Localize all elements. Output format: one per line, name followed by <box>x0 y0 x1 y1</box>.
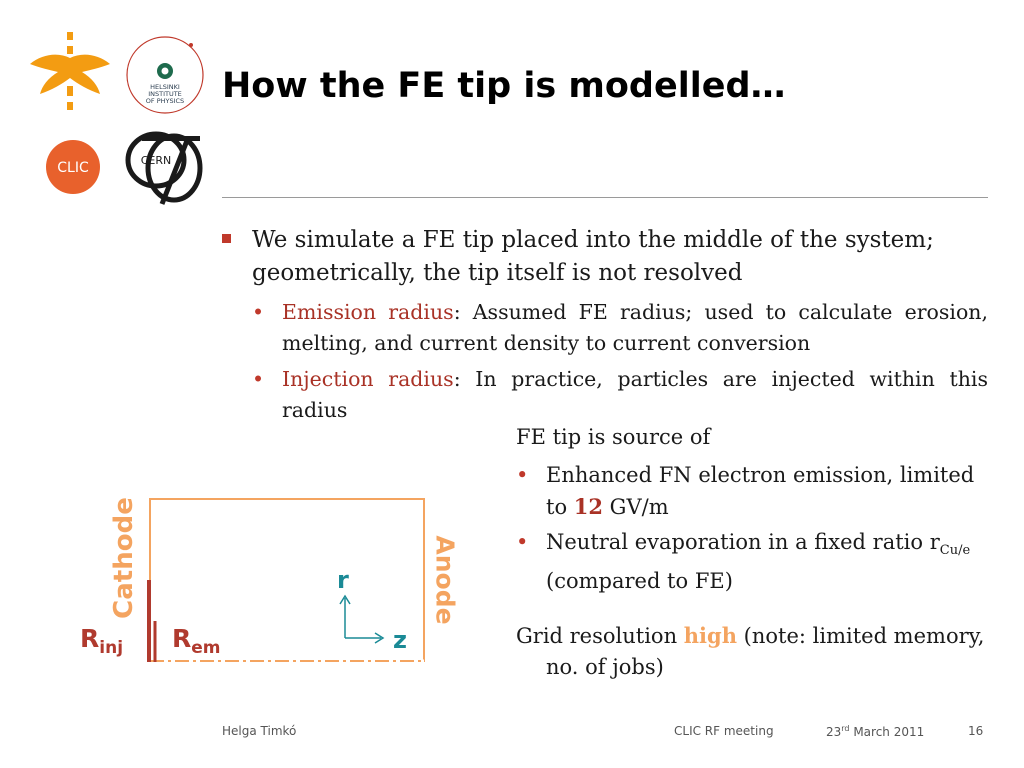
r-axis-label: r <box>337 566 349 594</box>
main-bullet-text: We simulate a FE tip placed into the middle of the system; geometrically, the tip itself is not resolved <box>252 227 934 286</box>
r-em-label: $R_{em}$ <box>172 624 221 658</box>
fe-tip-source-heading: FE tip is source of <box>516 425 711 449</box>
square-bullet-icon <box>222 234 231 243</box>
footer-date: 23rd March 2011 <box>826 724 925 739</box>
dot-bullet-icon: • <box>252 367 265 391</box>
fn-emission-text: Enhanced FN electron emission, limited to <box>546 463 975 519</box>
injection-radius-text: : In practice, particles are injected within this radius <box>282 367 988 422</box>
list-item-neutral-evaporation <box>516 527 986 597</box>
ratio-subscript: Cu/e <box>939 543 971 559</box>
emission-radius-text: : Assumed FE radius; used to calculate erosion, melting, and current density to current conversion <box>282 300 989 355</box>
dot-bullet-icon: • <box>516 530 529 554</box>
cern-logo <box>122 128 208 206</box>
cern-logo-text: CERN <box>140 154 172 167</box>
list-item-fn-emission <box>516 460 986 523</box>
grid-resolution-value: high <box>683 623 737 648</box>
sub-bullet-emission-radius <box>252 297 988 359</box>
neutral-evaporation-suffix: (compared to FE) <box>546 569 733 594</box>
grid-resolution-note <box>516 620 986 683</box>
slide-title: How the FE tip is modelled… <box>222 66 786 106</box>
field-limit-unit: GV/m <box>603 495 669 519</box>
r-inj-label: $R_{inj}$ <box>80 624 124 658</box>
hip-logo-text: HELSINKI INSTITUTE OF PHYSICS <box>145 83 185 105</box>
clic-logo <box>45 139 101 195</box>
helsinki-institute-of-physics-logo <box>125 35 205 115</box>
title-divider <box>222 197 988 198</box>
field-limit-value: 12 <box>573 494 603 519</box>
cathode-label: Cathode <box>109 497 139 619</box>
z-axis-label: z <box>393 626 407 654</box>
clic-logo-text: CLIC <box>57 160 89 176</box>
sub-bullet-injection-radius <box>252 364 988 426</box>
page-number: 16 <box>968 724 984 738</box>
anode-label: Anode <box>430 535 460 625</box>
neutral-evaporation-text: Neutral evaporation in a fixed ratio r <box>546 530 940 554</box>
footer-event: CLIC RF meeting <box>674 724 774 738</box>
grid-resolution-text: Grid resolution <box>516 624 684 648</box>
injection-radius-label: Injection radius <box>282 367 454 391</box>
dot-bullet-icon: • <box>516 463 529 487</box>
footer-author: Helga Timkó <box>222 724 297 738</box>
emission-radius-label: Emission radius <box>282 300 454 324</box>
grid-resolution-suffix: (note: limited memory, no. of jobs) <box>546 624 985 679</box>
main-bullet <box>222 224 988 290</box>
dot-bullet-icon: • <box>252 300 265 324</box>
university-of-helsinki-logo <box>28 30 120 118</box>
